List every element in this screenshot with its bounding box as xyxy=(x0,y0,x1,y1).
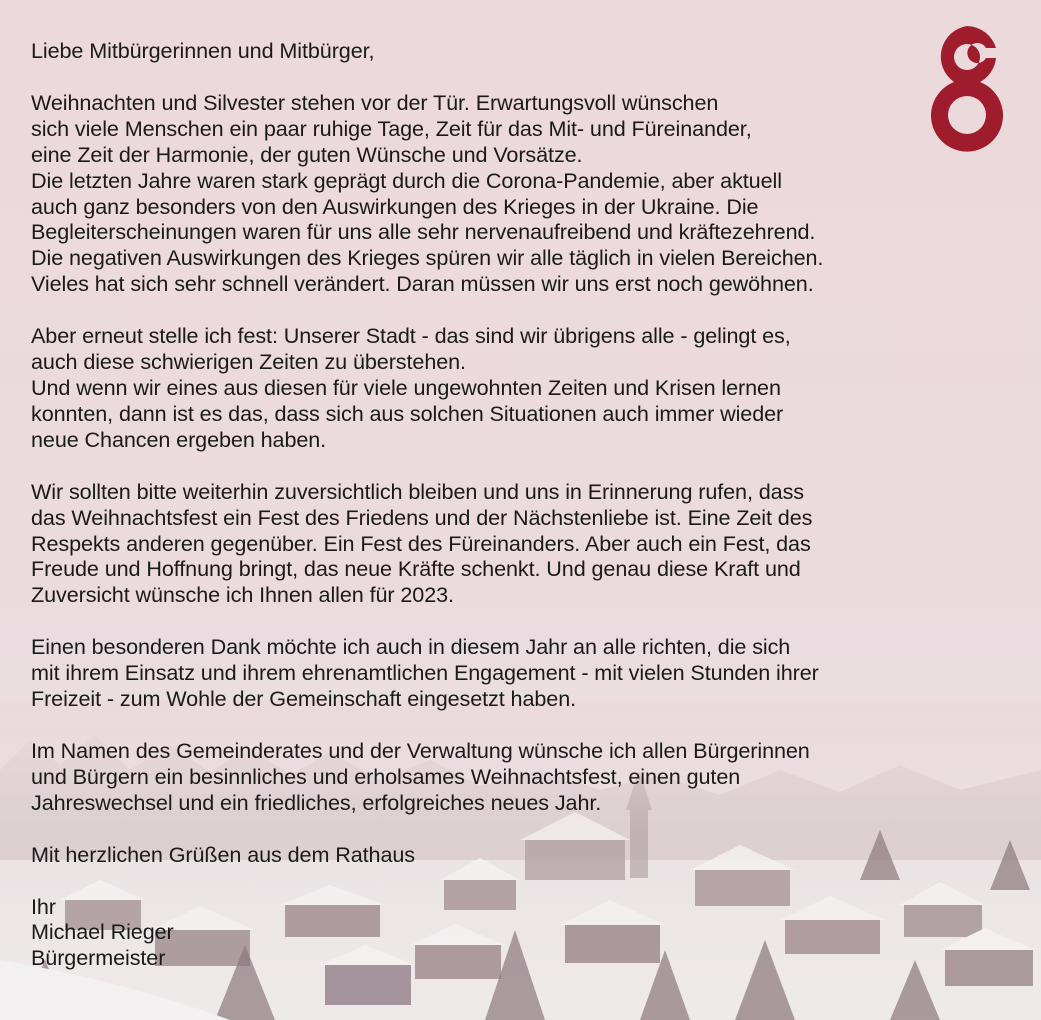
signature: Ihr Michael Rieger Bürgermeister xyxy=(31,893,174,971)
paragraph-1: Weihnachten und Silvester stehen vor der Tür. Erwartungsvoll wünschen sich viele Menschen ein paar ruhige Tage, Zeit für das Mit- und Füreinander, eine Zeit der Harmonie, der guten Wünsche und Vorsätze. Die letzten Jahre waren stark geprägt durch die Corona-Pandemie, aber aktuell auch ganz besonders von den Auswirkungen des Krieges in der Ukraine. Die Begleiterscheinungen waren für uns alle sehr nervenaufreibend und kräftezehrend. Die negativen Auswirkungen des Krieges spüren wir alle täglich in vielen Bereichen. Vieles hat sich sehr schnell verändert. Daran müssen wir uns erst noch gewöhnen. xyxy=(31,89,824,297)
letter-body xyxy=(31,38,1006,971)
paragraph-5: Im Namen des Gemeinderates und der Verwaltung wünsche ich allen Bürgerinnen und Bürgern ein besinnliches und erholsames Weihnachtsfest, einen guten Jahreswechsel und ein friedliches, erfolgreiches neues Jahr. xyxy=(31,737,810,815)
paragraph-3: Wir sollten bitte weiterhin zuversichtlich bleiben und uns in Erinnerung rufen, dass das Weihnachtsfest ein Fest des Friedens und der Nächstenliebe ist. Eine Zeit des Respekts anderen gegenüber. Ein Fest des Füreinanders. Aber auch ein Fest, das Freude und Hoffnung bringt, das neue Kräfte schenkt. Und genau diese Kraft und Zuversicht wünsche ich Ihnen allen für 2023. xyxy=(31,478,813,608)
paragraph-2: Aber erneut stelle ich fest: Unserer Stadt - das sind wir übrigens alle - gelingt es, auch diese schwierigen Zeiten zu überstehen. Und wenn wir eines aus diesen für viele ungewohnten Zeiten und Krisen lernen konnten, dann ist es das, dass sich aus solchen Situationen auch immer wieder neue Chancen ergeben haben. xyxy=(31,323,791,452)
salutation: Liebe Mitbürgerinnen und Mitbürger, xyxy=(31,38,375,63)
paragraph-4: Einen besonderen Dank möchte ich auch in diesem Jahr an alle richten, die sich mit ihrem Einsatz und ihrem ehrenamtlichen Engagement - mit vielen Stunden ihrer Freizeit - zum Wohle der Gemeinschaft eingesetzt haben. xyxy=(31,634,819,712)
closing: Mit herzlichen Grüßen aus dem Rathaus xyxy=(31,841,415,867)
